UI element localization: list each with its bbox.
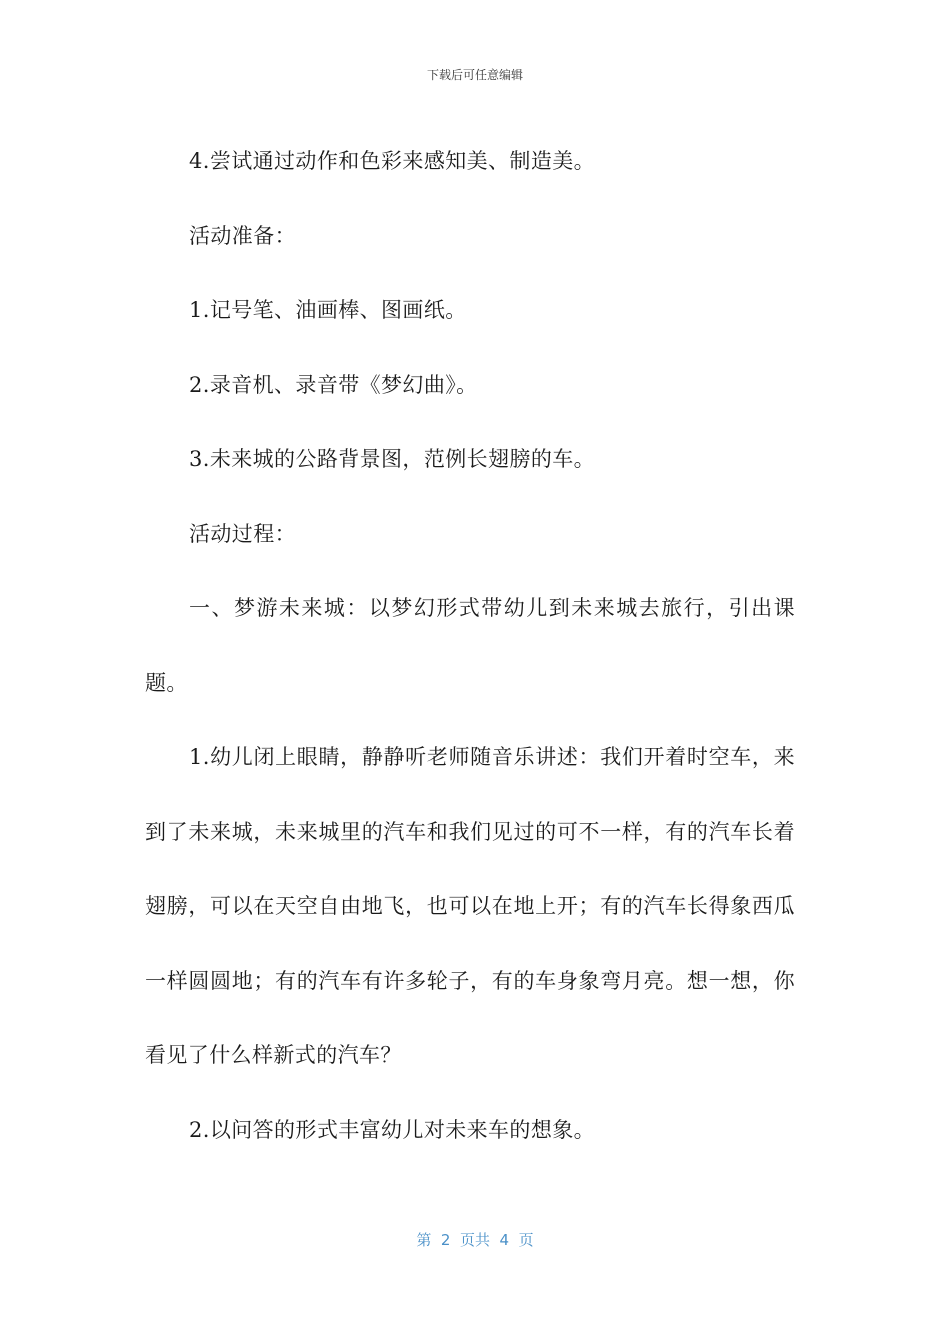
paragraph-goal-4: 4.尝试通过动作和色彩来感知美、制造美。 xyxy=(189,149,596,173)
paragraph-prep-3: 3.未来城的公路背景图，范例长翅膀的车。 xyxy=(189,447,596,471)
page-footer: 第 2 页共 4 页 xyxy=(416,1231,534,1249)
paragraph-step-2: 2.以问答的形式丰富幼儿对未来车的想象。 xyxy=(189,1117,596,1142)
document-body xyxy=(145,124,795,1167)
heading-activity-preparation: 活动准备： xyxy=(189,223,296,248)
paragraph-prep-2: 2.录音机、录音带《梦幻曲》。 xyxy=(189,372,478,397)
heading-activity-process: 活动过程： xyxy=(189,521,296,546)
paragraph-prep-1: 1.记号笔、油画棒、图画纸。 xyxy=(189,298,467,322)
paragraph-step-1-detail: 1.幼儿闭上眼睛，静静听老师随音乐讲述：我们开着时空车，来到了未来城，未来城里的汽车和我们见过的可不一样，有的汽车长着翅膀，可以在天空自由地飞，也可以在地上开；有的汽车长得象西瓜一样圆圆地；有的汽车有许多轮子，有的车身象弯月亮。想一想，你看见了什么样新式的汽车？ xyxy=(145,745,795,1067)
paragraph-step-1-intro: 一、梦游未来城：以梦幻形式带幼儿到未来城去旅行，引出课题。 xyxy=(145,596,795,695)
page-header: 下载后可任意编辑 xyxy=(426,68,523,82)
